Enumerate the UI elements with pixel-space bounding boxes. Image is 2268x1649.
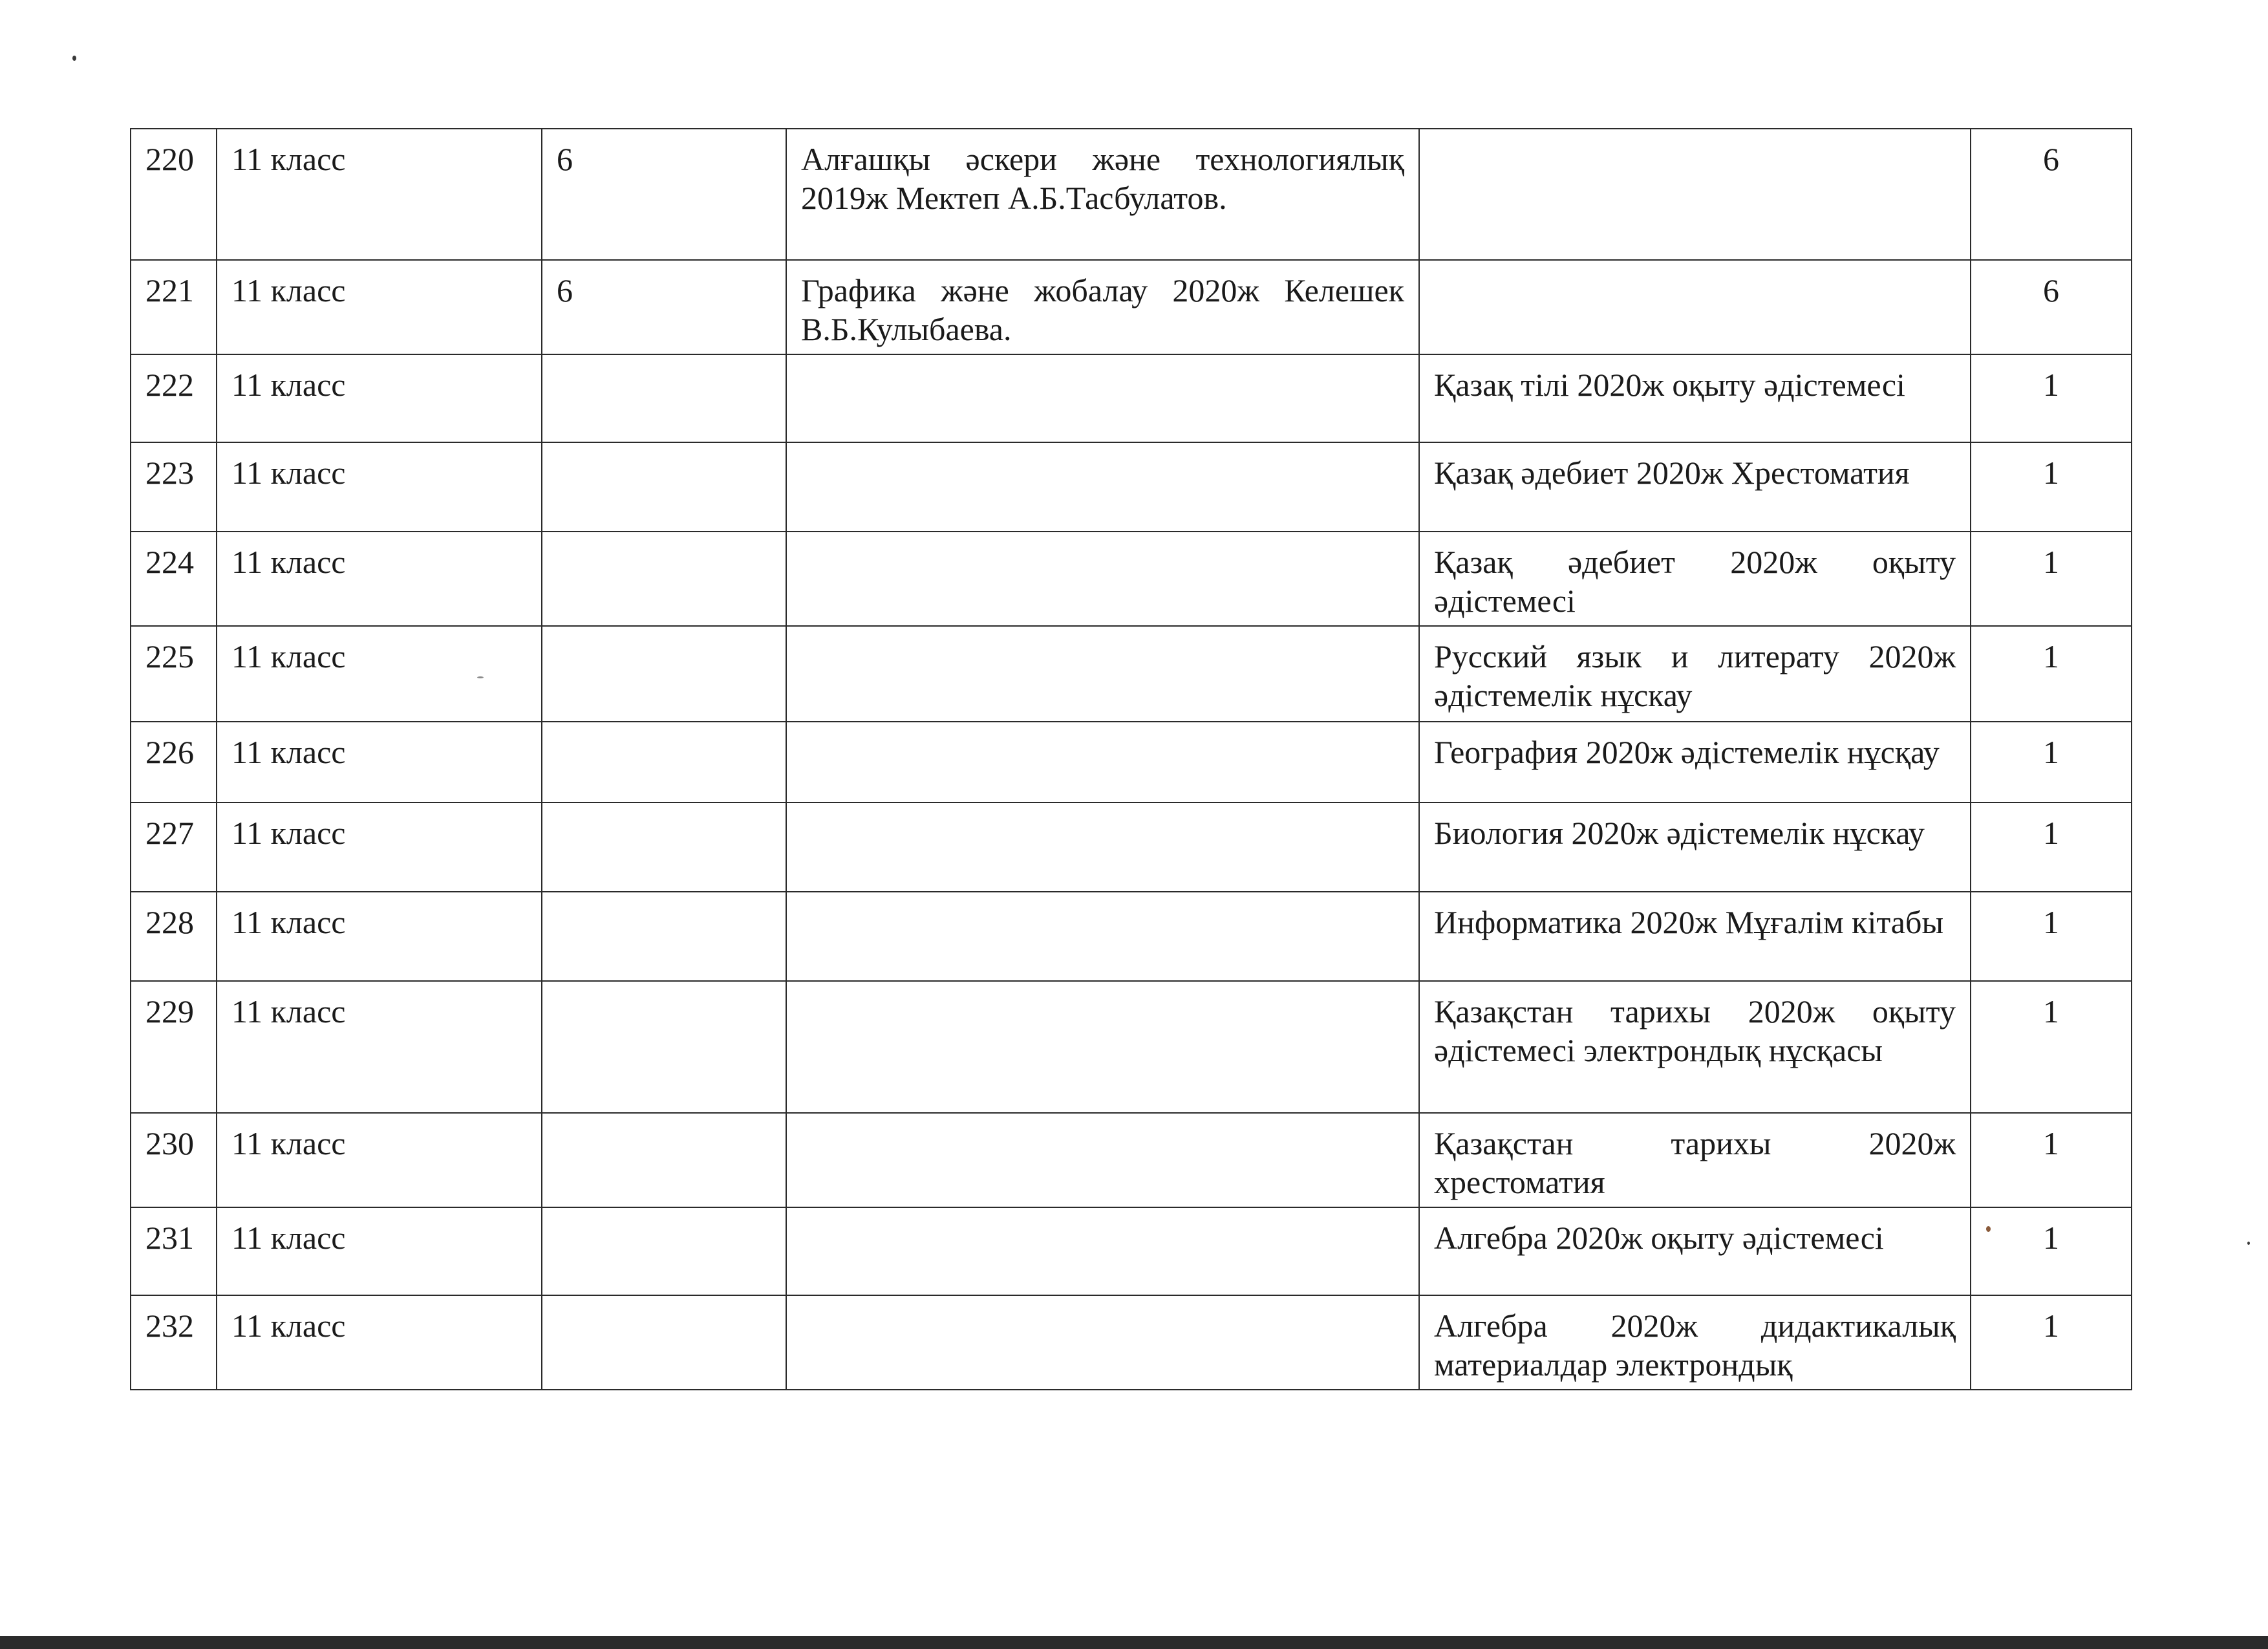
quantity-cell — [542, 892, 786, 981]
quantity-cell — [542, 981, 786, 1113]
quantity-cell — [542, 442, 786, 532]
textbook-cell — [786, 626, 1419, 722]
class-cell: 11 класс — [217, 722, 542, 803]
total-cell: 1 — [1971, 722, 2132, 803]
textbook-cell — [786, 981, 1419, 1113]
quantity-cell — [542, 626, 786, 722]
table-row — [131, 1207, 2132, 1295]
row-number: 221 — [131, 260, 217, 354]
textbook-cell — [786, 803, 1419, 892]
row-number: 228 — [131, 892, 217, 981]
class-cell: 11 класс — [217, 442, 542, 532]
table-row — [131, 981, 2132, 1113]
class-cell: 11 класс — [217, 260, 542, 354]
row-number: 232 — [131, 1295, 217, 1390]
total-cell: 1 — [1971, 981, 2132, 1113]
row-number: 223 — [131, 442, 217, 532]
textbook-cell — [786, 354, 1419, 442]
textbook-cell: Алғашқы әскери және технологиялық 2019ж Мектеп А.Б.Тасбулатов. — [786, 129, 1419, 260]
methodical-cell: Қазақстан тарихы 2020ж оқыту әдістемесі электрондық нұсқасы — [1419, 981, 1971, 1113]
table-row — [131, 260, 2132, 354]
table-row — [131, 442, 2132, 532]
inventory-table — [130, 128, 2132, 1390]
total-cell: 1 — [1971, 1207, 2132, 1295]
quantity-cell — [542, 722, 786, 803]
total-cell: 1 — [1971, 892, 2132, 981]
quantity-cell: 6 — [542, 129, 786, 260]
textbook-cell — [786, 1295, 1419, 1390]
quantity-cell — [542, 1113, 786, 1207]
quantity-cell — [542, 354, 786, 442]
textbook-cell: Графика және жобалау 2020ж Келешек В.Б.Кулыбаева. — [786, 260, 1419, 354]
methodical-cell: Алгебра 2020ж оқыту әдістемесі — [1419, 1207, 1971, 1295]
total-cell: 1 — [1971, 532, 2132, 626]
table-row — [131, 803, 2132, 892]
textbook-cell — [786, 1207, 1419, 1295]
row-number: 224 — [131, 532, 217, 626]
table-row — [131, 1113, 2132, 1207]
row-number: 230 — [131, 1113, 217, 1207]
methodical-cell: Русский язык и литерату 2020ж әдістемелік нұскау — [1419, 626, 1971, 722]
total-cell: 1 — [1971, 626, 2132, 722]
table-row — [131, 1295, 2132, 1390]
row-number: 220 — [131, 129, 217, 260]
total-cell: 1 — [1971, 1113, 2132, 1207]
quantity-cell: 6 — [542, 260, 786, 354]
class-cell: 11 класс — [217, 1295, 542, 1390]
row-number: 229 — [131, 981, 217, 1113]
class-cell: 11 класс — [217, 892, 542, 981]
class-cell: 11 класс — [217, 354, 542, 442]
class-cell: 11 класс — [217, 129, 542, 260]
class-cell: 11 класс — [217, 1113, 542, 1207]
row-number: 226 — [131, 722, 217, 803]
class-cell: 11 класс — [217, 626, 542, 722]
methodical-cell — [1419, 260, 1971, 354]
textbook-cell — [786, 532, 1419, 626]
class-cell: 11 класс — [217, 981, 542, 1113]
table-row — [131, 626, 2132, 722]
total-cell: 1 — [1971, 354, 2132, 442]
table-row — [131, 354, 2132, 442]
total-cell: 1 — [1971, 803, 2132, 892]
row-number: 225 — [131, 626, 217, 722]
textbook-cell — [786, 1113, 1419, 1207]
table-row — [131, 129, 2132, 260]
table-row — [131, 892, 2132, 981]
table-row — [131, 532, 2132, 626]
methodical-cell: Алгебра 2020ж дидактикалық материалдар электрондық — [1419, 1295, 1971, 1390]
methodical-cell: Қазақ тілі 2020ж оқыту әдістемесі — [1419, 354, 1971, 442]
scan-speck — [72, 56, 76, 61]
total-cell: 1 — [1971, 442, 2132, 532]
scan-edge-bar — [0, 1636, 2268, 1649]
total-cell: 6 — [1971, 129, 2132, 260]
methodical-cell — [1419, 129, 1971, 260]
table-row — [131, 722, 2132, 803]
row-number: 231 — [131, 1207, 217, 1295]
quantity-cell — [542, 1295, 786, 1390]
table-body — [131, 129, 2132, 1390]
total-cell: 1 — [1971, 1295, 2132, 1390]
class-cell: 11 класс — [217, 803, 542, 892]
scan-speck — [2247, 1242, 2250, 1245]
methodical-cell: Қазақстан тарихы 2020ж хрестоматия — [1419, 1113, 1971, 1207]
total-cell: 6 — [1971, 260, 2132, 354]
methodical-cell: Биология 2020ж әдістемелік нұскау — [1419, 803, 1971, 892]
quantity-cell — [542, 803, 786, 892]
methodical-cell: Қазақ әдебиет 2020ж оқыту әдістемесі — [1419, 532, 1971, 626]
methodical-cell: Информатика 2020ж Мұғалім кітабы — [1419, 892, 1971, 981]
class-cell: 11 класс — [217, 532, 542, 626]
quantity-cell — [542, 1207, 786, 1295]
row-number: 222 — [131, 354, 217, 442]
class-cell: 11 класс — [217, 1207, 542, 1295]
methodical-cell: Қазақ әдебиет 2020ж Хрестоматия — [1419, 442, 1971, 532]
textbook-cell — [786, 722, 1419, 803]
quantity-cell — [542, 532, 786, 626]
textbook-cell — [786, 892, 1419, 981]
methodical-cell: География 2020ж әдістемелік нұсқау — [1419, 722, 1971, 803]
row-number: 227 — [131, 803, 217, 892]
textbook-cell — [786, 442, 1419, 532]
